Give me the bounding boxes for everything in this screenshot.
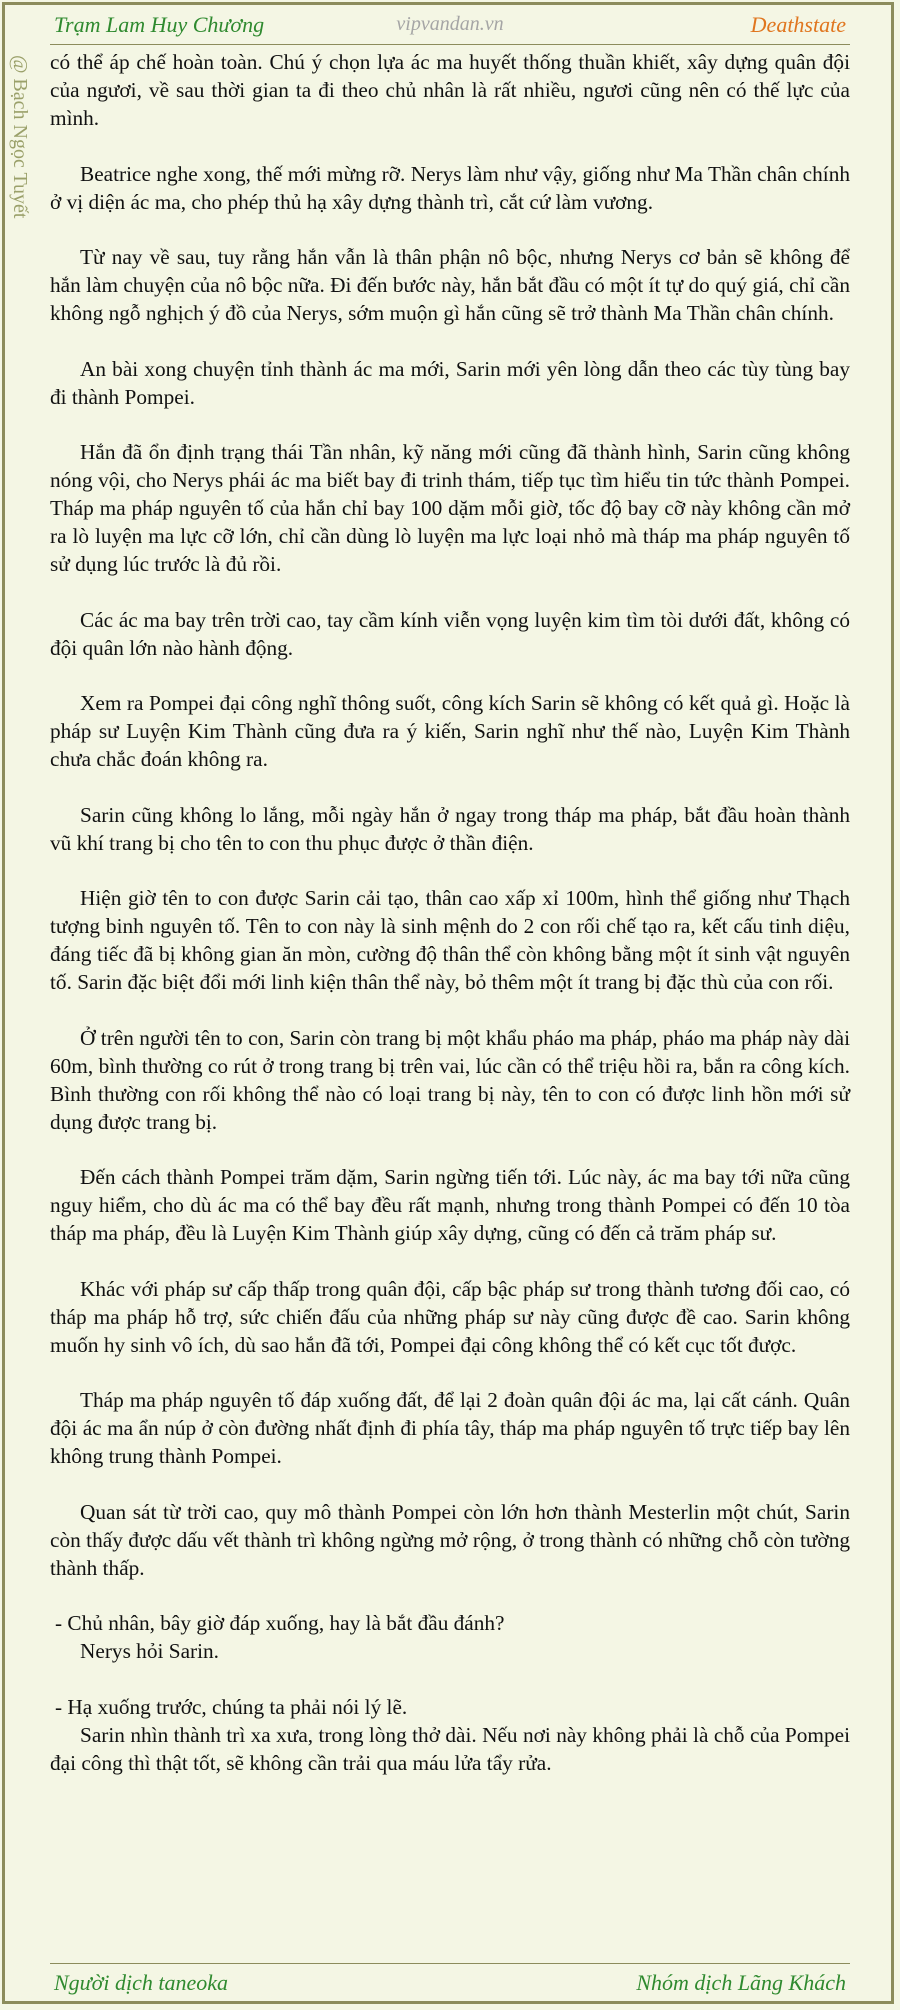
chapter-text <box>50 48 850 1777</box>
paragraph: An bài xong chuyện tỉnh thành ác ma mới, Sarin mới yên lòng dẫn theo các tùy tùng bay đi thành Pompei. <box>50 356 850 409</box>
paragraph: Khác với pháp sư cấp thấp trong quân đội, cấp bậc pháp sư trong thành tương đối cao, có tháp ma pháp hỗ trợ, sức chiến đấu của những pháp sư này cũng được đề cao. Sarin không muốn hy sinh vô ích, dù sao hắn đã tới, Pompei đại công không thể có kết cục tốt được. <box>50 1276 850 1357</box>
paragraph: Từ nay về sau, tuy rằng hắn vẫn là thân phận nô bộc, nhưng Nerys cơ bản sẽ không để hắn làm chuyện của nô bộc nữa. Đi đến bước này, hắn bắt đầu có một ít tự do quý giá, chỉ cần không ngỗ nghịch ý đồ của Nerys, sớm muộn gì hắn cũng sẽ trở thành Ma Thần chân chính. <box>50 245 850 325</box>
group-credit: Nhóm dịch Lãng Khách <box>636 1970 846 1995</box>
side-credit: @ Bạch Ngọc Tuyết <box>9 55 31 219</box>
page-header <box>50 10 850 45</box>
paragraph: Các ác ma bay trên trời cao, tay cầm kính viễn vọng luyện kim tìm tòi dưới đất, không có đội quân lớn nào hành động. <box>50 607 850 660</box>
site-url[interactable]: vipvandan.vn <box>396 13 504 35</box>
paragraph: Sarin cũng không lo lắng, mỗi ngày hắn ở ngay trong tháp ma pháp, bắt đầu hoàn thành vũ khí trang bị cho tên to con thu phục được ở thần điện. <box>50 802 850 855</box>
translator-credit: Người dịch taneoka <box>54 1970 229 1995</box>
paragraph: Tháp ma pháp nguyên tố đáp xuống đất, để lại 2 đoàn quân đội ác ma, lại cất cánh. Quân đội ác ma ẩn núp ở còn đường nhất định đi phía tây, tháp ma pháp nguyên tố trực tiếp bay lên không trung thành Pompei. <box>50 1388 850 1468</box>
dialog-line: - Chủ nhân, bây giờ đáp xuống, hay là bắt đầu đánh? <box>55 1611 505 1635</box>
narration-line: Sarin nhìn thành trì xa xưa, trong lòng thở dài. Nếu nơi này không phải là chỗ của Pompei đại công thì thật tốt, sẽ không cần trải qua máu lửa tẩy rửa. <box>50 1722 850 1775</box>
paragraph: Beatrice nghe xong, thế mới mừng rỡ. Nerys làm như vậy, giống như Ma Thần chân chính ở vị diện ác ma, cho phép thủ hạ xây dựng thành trì, cắt cứ làm vương. <box>50 161 850 214</box>
page-footer <box>50 1963 850 2000</box>
paragraph: Hắn đã ổn định trạng thái Tần nhân, kỹ năng mới cũng đã thành hình, Sarin cũng không nóng vội, cho Nerys phái ác ma biết bay đi trinh thám, tiếp tục tìm hiểu tin tức thành Pompei. Tháp ma pháp nguyên tố của hắn chỉ bay 100 dặm mỗi giờ, tốc độ bay cỡ này không cần mở ra lò luyện ma lực cỡ lớn, chỉ cần dùng lò luyện ma lực loại nhỏ mà tháp ma pháp nguyên tố sử dụng lúc trước là đủ rồi. <box>50 440 850 576</box>
paragraph: Ở trên người tên to con, Sarin còn trang bị một khẩu pháo ma pháp, pháo ma pháp này dài 60m, bình thường co rút ở trong trang bị trên vai, lúc cần có thể triệu hồi ra, bắn ra công kích. Bình thường con rối không thể nào có loại trang bị này, tên to con có được linh hồn mới sử dụng được trang bị. <box>50 1025 850 1134</box>
narration-line: Nerys hỏi Sarin. <box>80 1639 220 1663</box>
dialog-line: - Hạ xuống trước, chúng ta phải nói lý lẽ. <box>55 1694 408 1719</box>
paragraph: Hiện giờ tên to con được Sarin cải tạo, thân cao xấp xỉ 100m, hình thể giống như Thạch tượng binh nguyên tố. Tên to con này là sinh mệnh do 2 con rối chế tạo ra, kết cấu tinh diệu, đáng tiếc đã bị không gian ăn mòn, cường độ thân thể còn không bằng một ít sinh vật nguyên tố. Sarin đặc biệt đổi mới linh kiện thân thể này, bỏ thêm một ít trang bị đặc thù của con rối. <box>50 886 850 994</box>
paragraph: Đến cách thành Pompei trăm dặm, Sarin ngừng tiến tới. Lúc này, ác ma bay tới nữa cũng nguy hiểm, cho dù ác ma có thể bay đều rất mạnh, nhưng trong thành Pompei có đến 10 tòa tháp ma pháp, đều là Luyện Kim Thành giúp xây dựng, cũng có đến cả trăm pháp sư. <box>50 1165 850 1245</box>
paragraph: có thể áp chế hoàn toàn. Chú ý chọn lựa ác ma huyết thống thuần khiết, xây dựng quân đội của ngươi, về sau thời gian ta đi theo chủ nhân là rất nhiều, ngươi cũng nên có thế lực của mình. <box>50 50 850 130</box>
site-name[interactable]: Trạm Lam Huy Chương <box>54 12 265 37</box>
paragraph: Xem ra Pompei đại công nghĩ thông suốt, công kích Sarin sẽ không có kết quả gì. Hoặc là pháp sư Luyện Kim Thành cũng đưa ra ý kiến, Sarin nghĩ như thế nào, Luyện Kim Thành chưa chắc đoán không ra. <box>50 691 850 771</box>
book-title[interactable]: Deathstate <box>750 12 846 37</box>
paragraph: Quan sát từ trời cao, quy mô thành Pompei còn lớn hơn thành Mesterlin một chút, Sarin còn thấy được dấu vết thành trì không ngừng mở rộng, ở trong thành có những chỗ còn tường thành thấp. <box>50 1499 850 1580</box>
side-watermark <box>8 55 38 265</box>
